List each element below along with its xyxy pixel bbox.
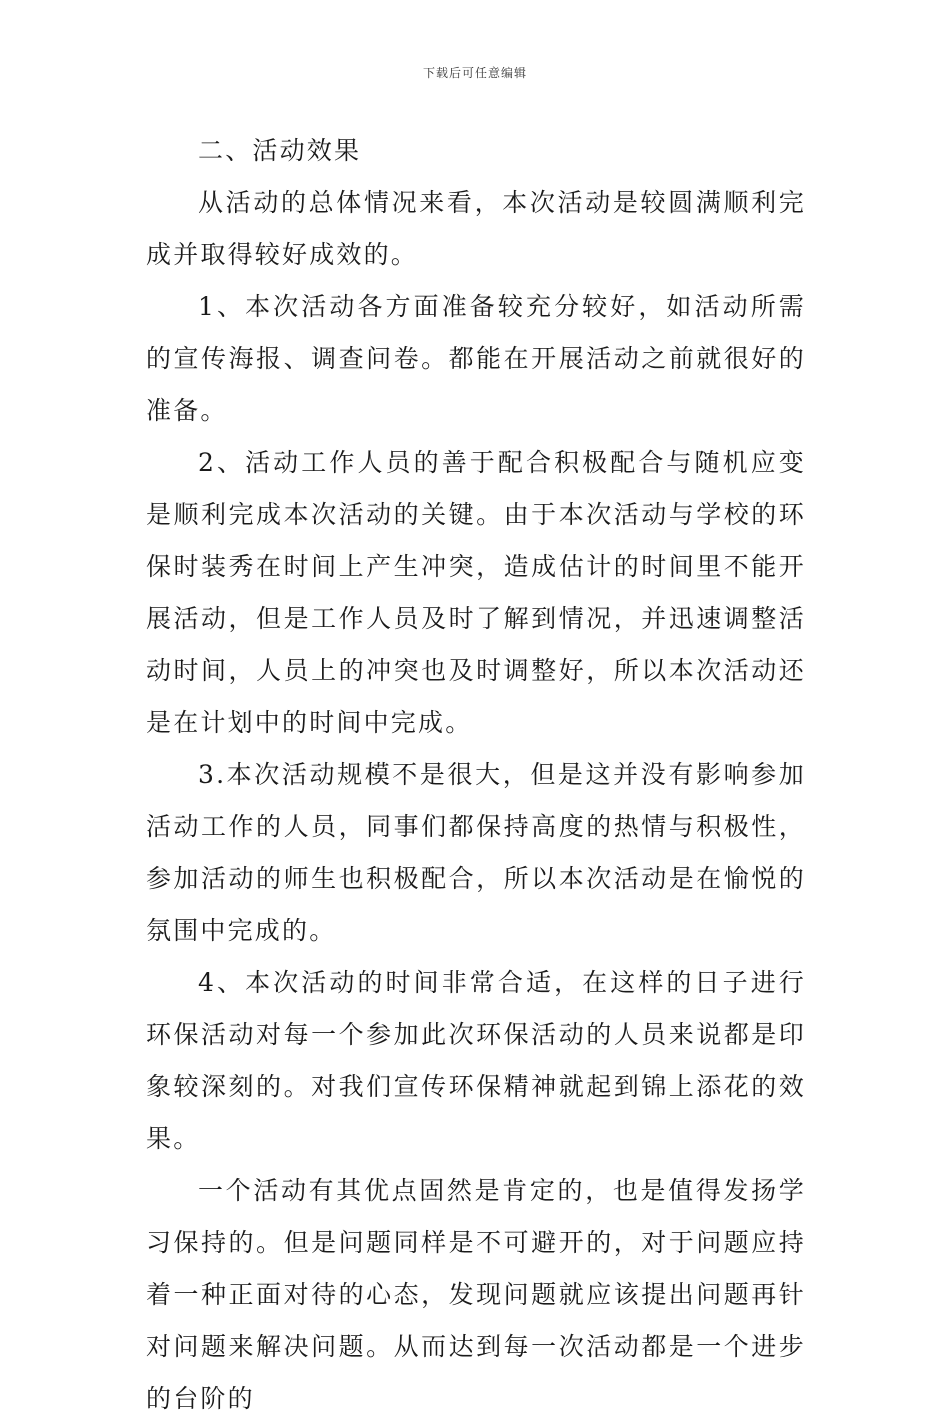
paragraph-reflection: 一个活动有其优点固然是肯定的，也是值得发扬学习保持的。但是问题同样是不可避开的，对于问题应持着一种正面对待的心态，发现问题就应该提出问题再针对问题来解决问题。从而达到每一次活动都是一个进步的台阶的 [146,1176,806,1413]
paragraph-point-1: 1、本次活动各方面准备较充分较好，如活动所需的宣传海报、调查问卷。都能在开展活动之前就很好的准备。 [146,292,806,425]
paragraph-summary: 从活动的总体情况来看，本次活动是较圆满顺利完成并取得较好成效的。 [146,188,806,269]
section-heading: 二、活动效果 [198,136,362,165]
paragraph-point-4: 4、本次活动的时间非常合适，在这样的日子进行环保活动对每一个参加此次环保活动的人员来说都是印象较深刻的。对我们宣传环保精神就起到锦上添花的效果。 [146,968,806,1153]
paragraph-point-2: 2、活动工作人员的善于配合积极配合与随机应变是顺利完成本次活动的关键。由于本次活动与学校的环保时装秀在时间上产生冲突，造成估计的时间里不能开展活动，但是工作人员及时了解到情况，并迅速调整活动时间，人员上的冲突也及时调整好，所以本次活动还是在计划中的时间中完成。 [146,448,806,737]
paragraph-point-3: 3.本次活动规模不是很大，但是这并没有影响参加活动工作的人员，同事们都保持高度的热情与积极性，参加活动的师生也积极配合，所以本次活动是在愉悦的氛围中完成的。 [146,760,806,945]
document-body [146,125,806,1425]
page-header: 下载后可任意编辑 [422,66,527,80]
